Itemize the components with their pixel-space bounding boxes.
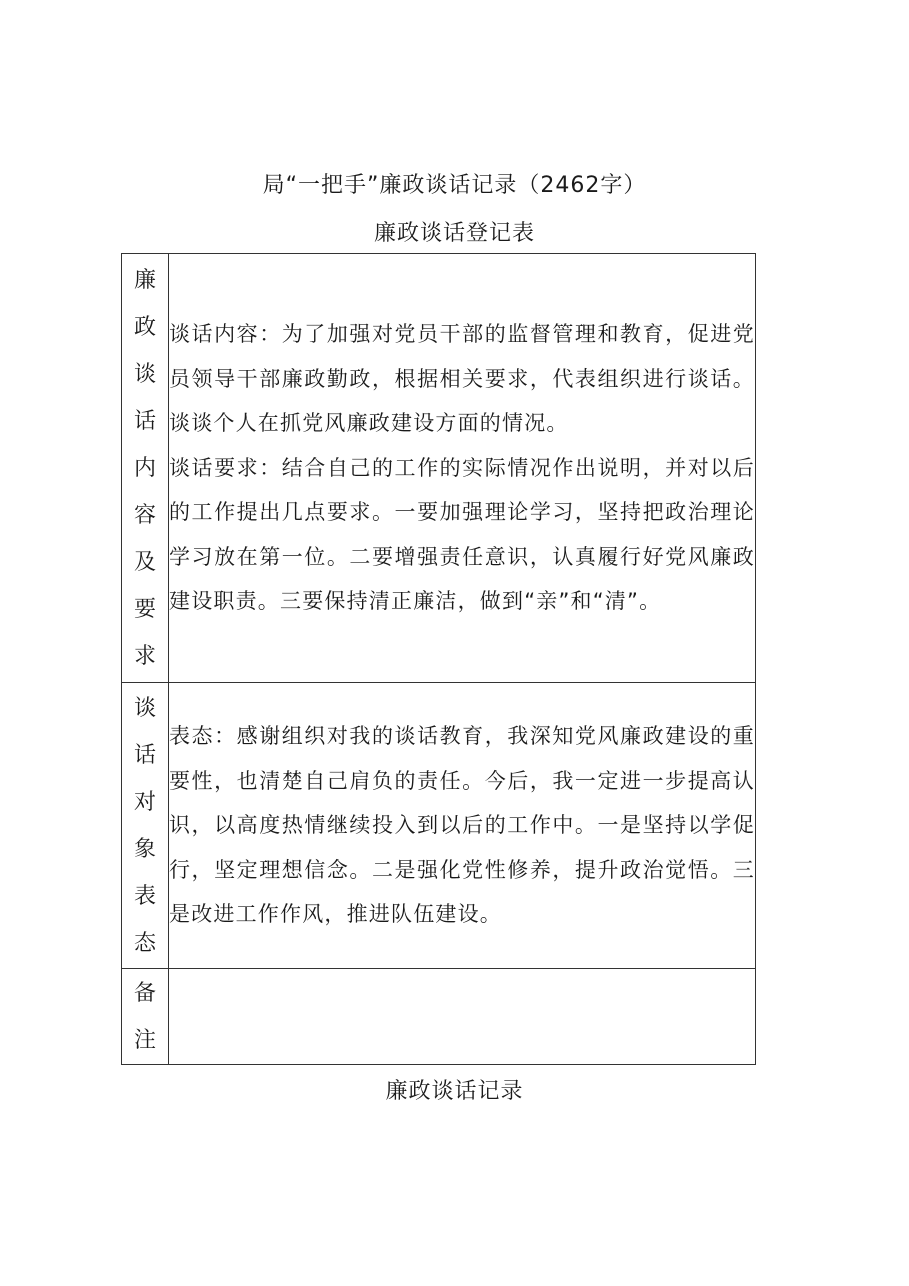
row-label-content-requirements — [122, 254, 169, 683]
table-row — [122, 254, 756, 683]
table-title: 廉政谈话登记表 — [373, 221, 535, 246]
row-label-subject-statement — [122, 683, 169, 969]
section-heading: 廉政谈话记录 — [385, 1079, 524, 1104]
talk-requirements-paragraph: 谈话要求：结合自己的工作的实际情况作出说明，并对以后的工作提出几点要求。一要加强理论学习，坚持把政治理论学习放在第一位。二要增强责任意识，认真履行好党风廉政建设职责。三要保持清正廉洁，做到“亲”和“清”。 — [169, 455, 755, 614]
table-row — [122, 683, 756, 969]
row-label-remarks — [122, 969, 169, 1065]
row-label-text: 备注 — [133, 980, 156, 1053]
talk-register-table — [121, 253, 756, 1065]
document-title: 局“一把手”廉政谈话记录（2462字） — [262, 173, 647, 198]
table-row — [122, 969, 756, 1065]
statement-paragraph: 表态：感谢组织对我的谈话教育，我深知党风廉政建设的重要性，也清楚自己肩负的责任。今后，我一定进一步提高认识，以高度热情继续投入到以后的工作中。一是坚持以学促行，坚定理想信念。二是强化党性修养，提升政治觉悟。三是改进工作作风，推进队伍建设。 — [169, 724, 755, 927]
content-requirements-cell — [169, 254, 756, 683]
remarks-cell — [169, 969, 756, 1065]
talk-content-paragraph: 谈话内容：为了加强对党员干部的监督管理和教育，促进党员领导干部廉政勤政，根据相关要求，代表组织进行谈话。谈谈个人在抓党风廉政建设方面的情况。 — [169, 322, 755, 436]
subject-statement-cell — [169, 683, 756, 969]
row-label-text: 廉政谈话内容及要求 — [133, 267, 156, 669]
row-label-text: 谈话对象表态 — [133, 695, 156, 956]
